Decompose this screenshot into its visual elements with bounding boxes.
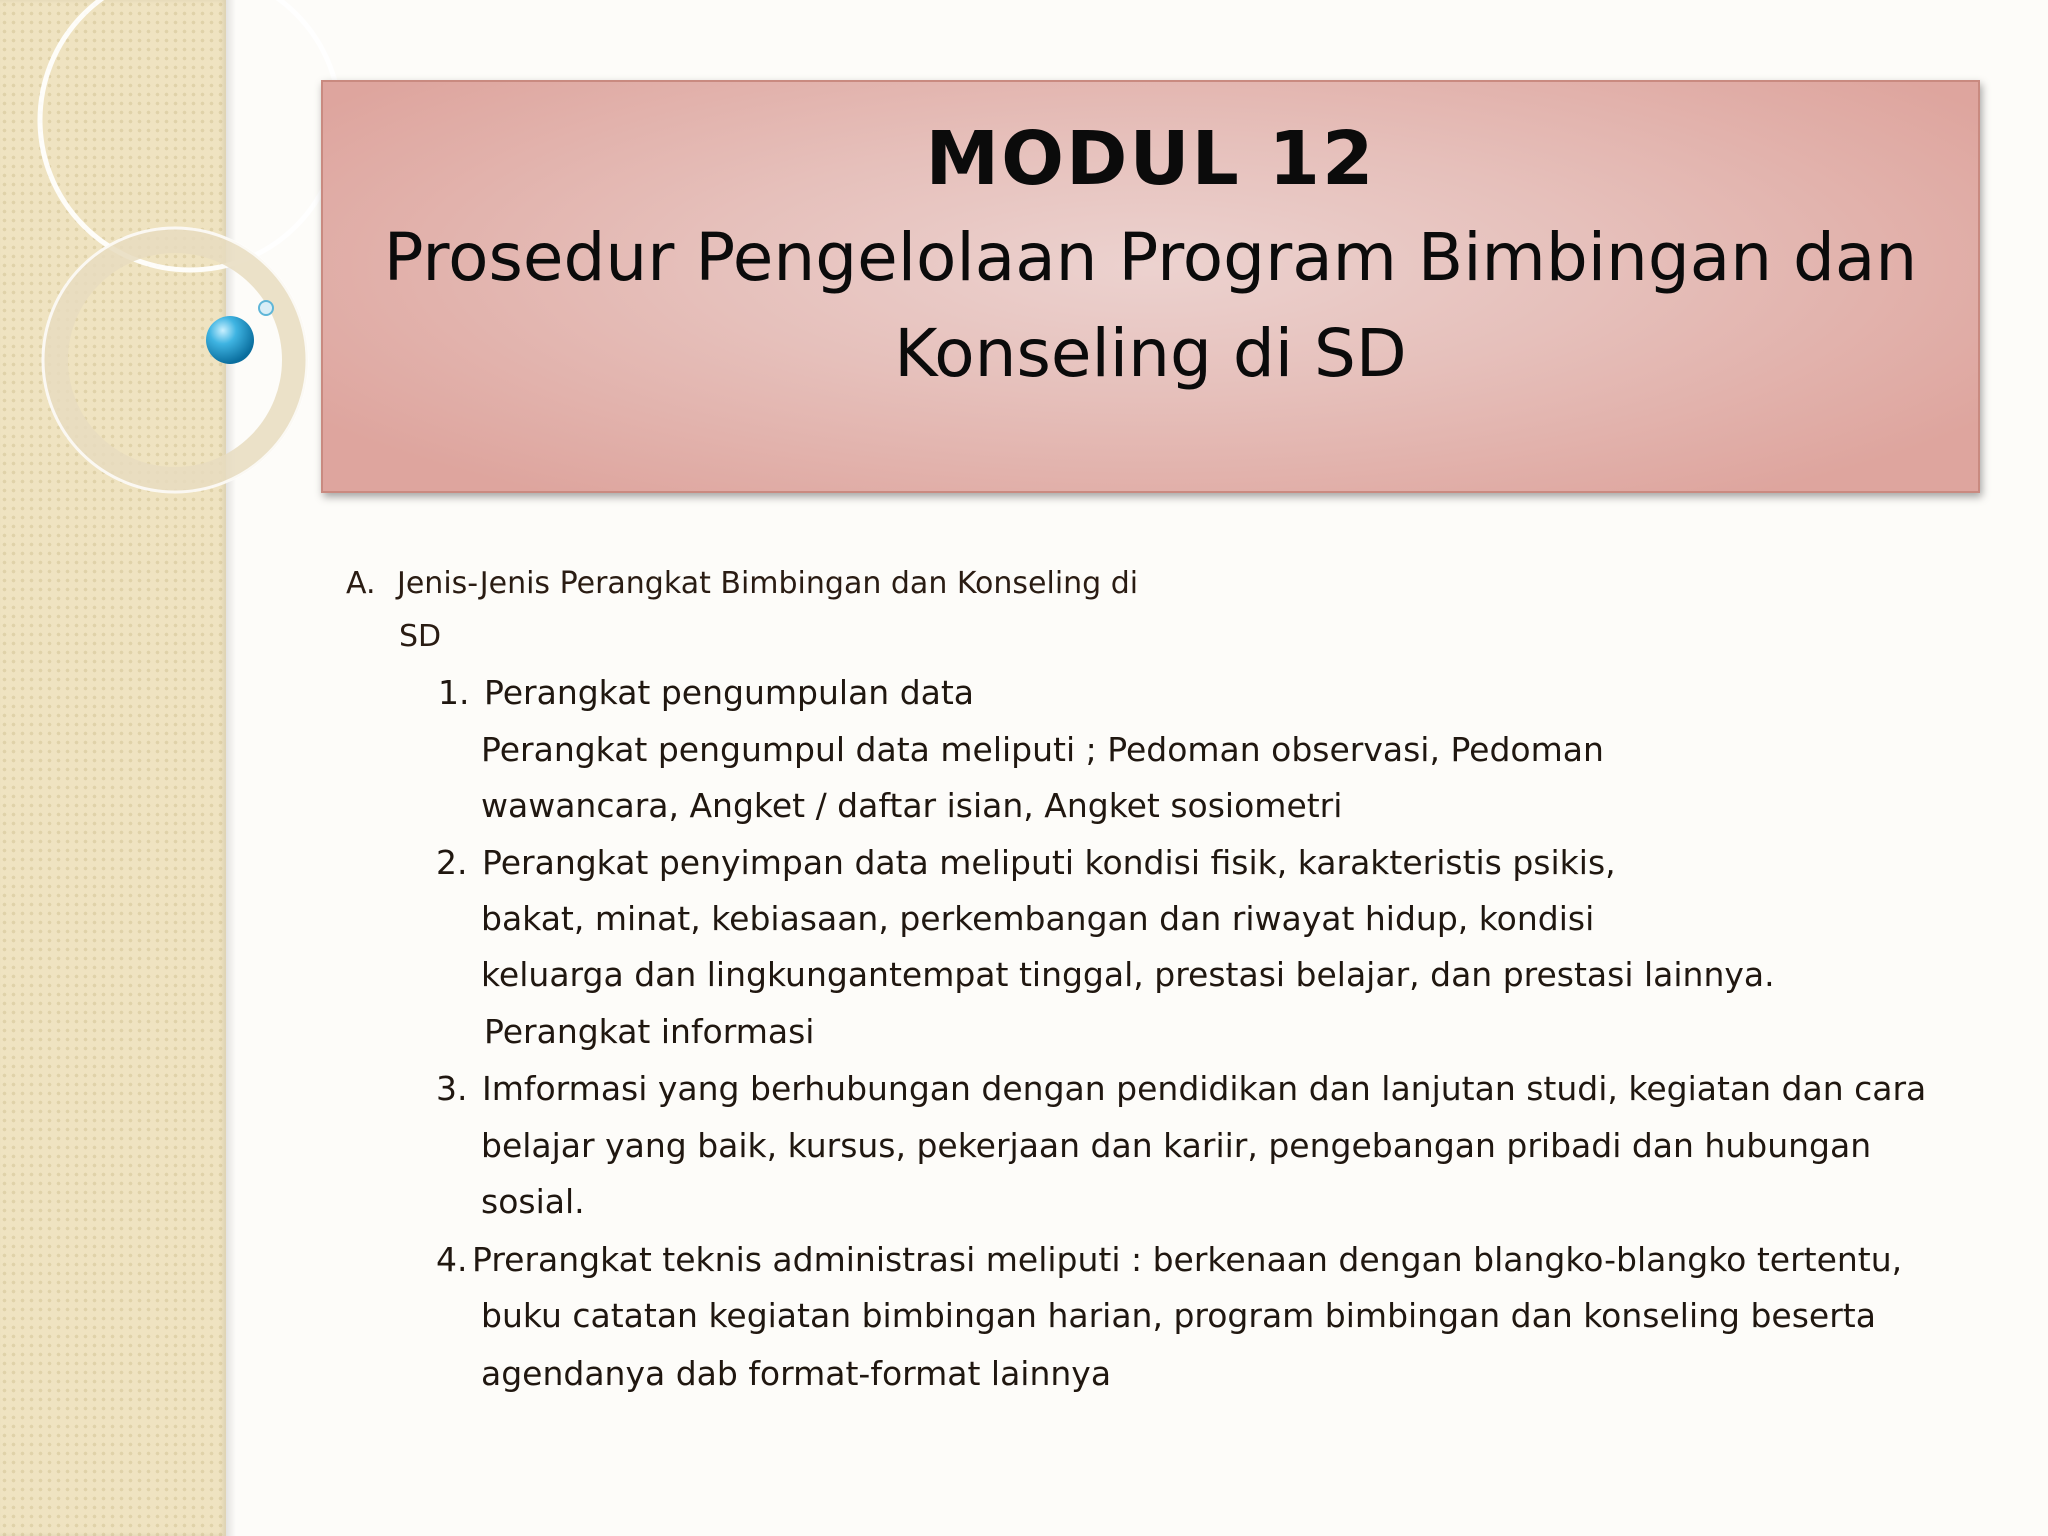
item-2-line-2: bakat, minat, kebiasaan, perkembangan dan riwayat hidup, kondisi <box>481 899 1595 938</box>
section-a-line-1: Jenis-Jenis Perangkat Bimbingan dan Konseling di <box>397 566 1139 601</box>
subtitle-line-2: Konseling di SD <box>894 315 1407 392</box>
item-4-line-3: agendanya dab format-format lainnya <box>481 1354 1112 1393</box>
item-1-line-1: Perangkat pengumpul data meliputi ; Pedoman observasi, Pedoman <box>481 730 1604 769</box>
item-1-line-2: wawancara, Angket / daftar isian, Angket sosiometri <box>481 786 1343 825</box>
item-4-line-2: buku catatan kegiatan bimbingan harian, program bimbingan dan konseling beserta <box>481 1296 1876 1335</box>
item-2-marker: 2. <box>436 843 468 882</box>
subtitle-line-1: Prosedur Pengelolaan Program Bimbingan dan <box>383 219 1918 296</box>
item-2-line-3: keluarga dan lingkungantempat tinggal, prestasi belajar, dan prestasi lainnya. <box>481 955 1775 994</box>
section-a-marker: A. <box>346 566 376 601</box>
item-2-line-4: Perangkat informasi <box>484 1012 815 1051</box>
item-1-heading: Perangkat pengumpulan data <box>484 673 975 712</box>
item-3-marker: 3. <box>436 1069 468 1108</box>
item-4-line-1: Prerangkat teknis administrasi meliputi : berkenaan dengan blangko-blangko tertentu, <box>472 1240 1903 1279</box>
item-3-line-1: Imformasi yang berhubungan dengan pendidikan dan lanjutan studi, kegiatan dan cara <box>482 1069 1927 1108</box>
item-4-marker: 4. <box>436 1240 468 1279</box>
slide-title: MODUL 12 <box>925 116 1376 202</box>
item-1-marker: 1. <box>438 673 470 712</box>
section-a-line-2: SD <box>399 619 442 654</box>
item-3-line-3: sosial. <box>481 1182 585 1221</box>
item-2-line-1: Perangkat penyimpan data meliputi kondisi fisik, karakteristis psikis, <box>482 843 1616 882</box>
item-3-line-2: belajar yang baik, kursus, pekerjaan dan kariir, pengebangan pribadi dan hubungan <box>481 1126 1872 1165</box>
